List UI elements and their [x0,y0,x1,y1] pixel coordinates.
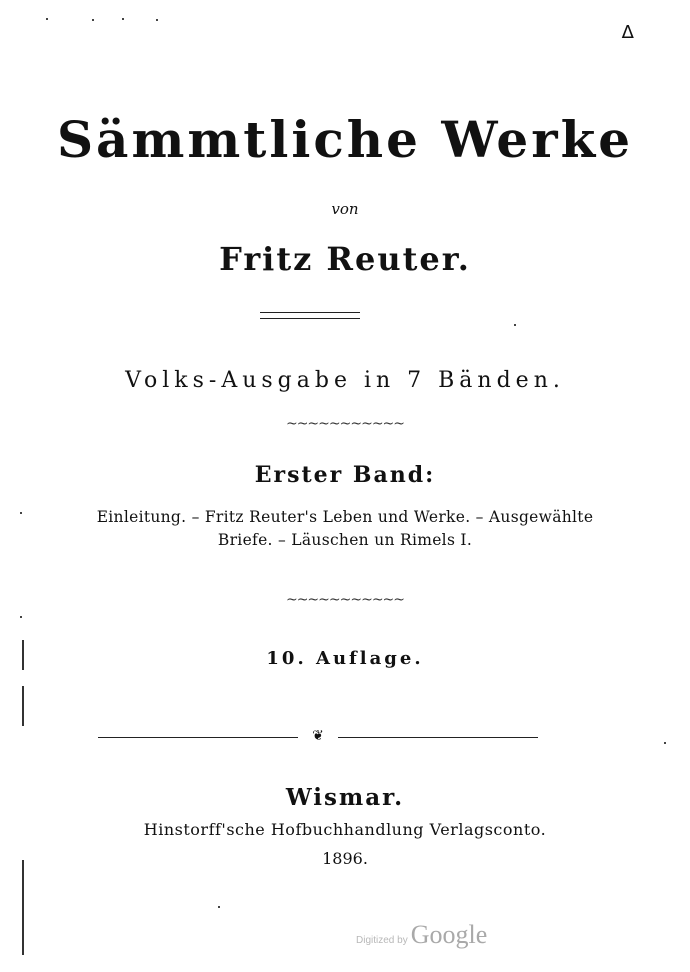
watermark-small-text: Digitized by [356,935,408,946]
google-logo: Google [410,920,488,949]
scan-speck [20,512,22,514]
volume-heading: Erster Band: [254,462,436,488]
scan-speck [122,18,124,20]
corner-mark: Δ [621,22,634,43]
rule-right-line [338,737,538,738]
contents-list [0,506,690,552]
scan-speck [218,906,220,908]
publication-place: Wismar. [285,784,405,811]
ornamental-rule [98,728,538,744]
publisher-name: Hinstorff'sche Hofbuchhandlung Verlagsconto. [143,820,547,839]
scan-margin-mark [22,860,24,955]
scan-speck [664,742,666,744]
scan-margin-mark [22,640,24,670]
contents-line-2: Briefe. – Läuschen un Rimels I. [217,531,473,549]
scan-speck [46,18,48,20]
scan-margin-mark [22,686,24,726]
scan-speck [92,19,94,21]
scan-speck [156,19,158,21]
scan-speck [20,616,22,618]
digitized-watermark [356,920,487,950]
double-rule-divider [260,312,360,319]
book-title: Sämmtliche Werke [56,110,634,169]
rule-left-line [98,737,298,738]
contents-line-1: Einleitung. – Fritz Reuter's Leben und Werke. – Ausgewählte [96,508,594,526]
author-name: Fritz Reuter. [219,240,471,278]
wavy-ornament-top: ~~~~~~~~~~~ [285,416,405,432]
fleuron-icon: ❦ [312,728,324,744]
edition-line: Volks-Ausgabe in 7 Bänden. [125,368,565,393]
wavy-ornament-bottom: ~~~~~~~~~~~ [285,592,405,608]
edition-number: 10. Auflage. [266,648,424,669]
by-line: von [331,200,359,218]
scan-speck [514,324,516,326]
publication-year: 1896. [322,849,368,868]
